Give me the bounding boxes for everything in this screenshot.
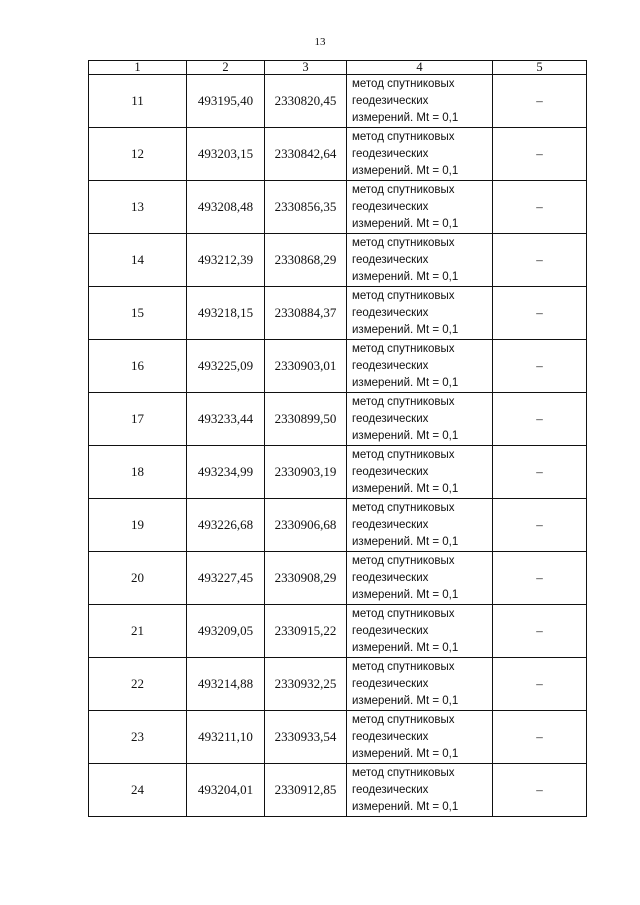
point-number-cell: 19: [89, 499, 187, 552]
y-coordinate-cell: 2330912,85: [265, 764, 347, 817]
method-cell: [347, 499, 493, 552]
method-line: измерений. Mt = 0,1: [352, 111, 459, 124]
method-line: измерений. Mt = 0,1: [352, 535, 459, 548]
method-line: измерений. Mt = 0,1: [352, 217, 459, 230]
method-line: геодезических: [352, 200, 429, 213]
method-line: геодезических: [352, 306, 429, 319]
point-number-cell: 21: [89, 605, 187, 658]
x-coordinate-cell: 493209,05: [187, 605, 265, 658]
table-body: [89, 75, 587, 817]
method-cell: [347, 605, 493, 658]
note-cell: –: [493, 287, 587, 340]
point-number-cell: 23: [89, 711, 187, 764]
method-line: геодезических: [352, 94, 429, 107]
table-row: [89, 711, 587, 764]
table-row: [89, 234, 587, 287]
x-coordinate-cell: 493212,39: [187, 234, 265, 287]
header-col-2: 2: [187, 61, 265, 75]
x-coordinate-cell: 493211,10: [187, 711, 265, 764]
point-number-cell: 13: [89, 181, 187, 234]
method-line: метод спутниковых: [352, 395, 455, 408]
table-row: [89, 340, 587, 393]
y-coordinate-cell: 2330915,22: [265, 605, 347, 658]
y-coordinate-cell: 2330842,64: [265, 128, 347, 181]
x-coordinate-cell: 493226,68: [187, 499, 265, 552]
y-coordinate-cell: 2330903,19: [265, 446, 347, 499]
method-line: метод спутниковых: [352, 607, 455, 620]
y-coordinate-cell: 2330820,45: [265, 75, 347, 128]
note-cell: –: [493, 128, 587, 181]
y-coordinate-cell: 2330868,29: [265, 234, 347, 287]
method-line: измерений. Mt = 0,1: [352, 376, 459, 389]
y-coordinate-cell: 2330933,54: [265, 711, 347, 764]
point-number-cell: 12: [89, 128, 187, 181]
note-cell: –: [493, 75, 587, 128]
method-cell: [347, 234, 493, 287]
method-line: метод спутниковых: [352, 554, 455, 567]
method-cell: [347, 128, 493, 181]
y-coordinate-cell: 2330906,68: [265, 499, 347, 552]
method-line: метод спутниковых: [352, 660, 455, 673]
method-line: геодезических: [352, 624, 429, 637]
x-coordinate-cell: 493234,99: [187, 446, 265, 499]
note-cell: –: [493, 764, 587, 817]
method-line: измерений. Mt = 0,1: [352, 323, 459, 336]
method-line: метод спутниковых: [352, 766, 455, 779]
table-row: [89, 75, 587, 128]
method-line: геодезических: [352, 730, 429, 743]
note-cell: –: [493, 658, 587, 711]
note-cell: –: [493, 711, 587, 764]
method-line: геодезических: [352, 783, 429, 796]
method-line: геодезических: [352, 253, 429, 266]
method-cell: [347, 393, 493, 446]
table-row: [89, 552, 587, 605]
table-row: [89, 605, 587, 658]
point-number-cell: 16: [89, 340, 187, 393]
method-line: метод спутниковых: [352, 713, 455, 726]
method-line: геодезических: [352, 518, 429, 531]
note-cell: –: [493, 393, 587, 446]
method-cell: [347, 75, 493, 128]
page-number: 13: [314, 36, 326, 48]
table-row: [89, 181, 587, 234]
method-cell: [347, 764, 493, 817]
method-line: геодезических: [352, 571, 429, 584]
method-line: метод спутниковых: [352, 289, 455, 302]
method-cell: [347, 181, 493, 234]
note-cell: –: [493, 605, 587, 658]
method-line: метод спутниковых: [352, 342, 455, 355]
x-coordinate-cell: 493195,40: [187, 75, 265, 128]
method-line: геодезических: [352, 677, 429, 690]
method-line: измерений. Mt = 0,1: [352, 270, 459, 283]
table-row: [89, 446, 587, 499]
header-col-5: 5: [493, 61, 587, 75]
method-line: измерений. Mt = 0,1: [352, 641, 459, 654]
note-cell: –: [493, 446, 587, 499]
method-line: геодезических: [352, 465, 429, 478]
method-line: измерений. Mt = 0,1: [352, 429, 459, 442]
method-line: измерений. Mt = 0,1: [352, 694, 459, 707]
method-line: метод спутниковых: [352, 501, 455, 514]
y-coordinate-cell: 2330856,35: [265, 181, 347, 234]
point-number-cell: 15: [89, 287, 187, 340]
y-coordinate-cell: 2330903,01: [265, 340, 347, 393]
note-cell: –: [493, 499, 587, 552]
coordinates-table: [88, 60, 587, 817]
table-row: [89, 287, 587, 340]
method-cell: [347, 552, 493, 605]
header-col-1: 1: [89, 61, 187, 75]
method-line: измерений. Mt = 0,1: [352, 747, 459, 760]
method-line: метод спутниковых: [352, 77, 455, 90]
x-coordinate-cell: 493208,48: [187, 181, 265, 234]
method-cell: [347, 340, 493, 393]
x-coordinate-cell: 493203,15: [187, 128, 265, 181]
method-line: метод спутниковых: [352, 183, 455, 196]
note-cell: –: [493, 234, 587, 287]
method-cell: [347, 711, 493, 764]
method-line: метод спутниковых: [352, 448, 455, 461]
method-line: измерений. Mt = 0,1: [352, 800, 459, 813]
table-row: [89, 393, 587, 446]
y-coordinate-cell: 2330908,29: [265, 552, 347, 605]
y-coordinate-cell: 2330884,37: [265, 287, 347, 340]
point-number-cell: 17: [89, 393, 187, 446]
method-line: метод спутниковых: [352, 236, 455, 249]
point-number-cell: 14: [89, 234, 187, 287]
table-row: [89, 499, 587, 552]
note-cell: –: [493, 552, 587, 605]
table-row: [89, 128, 587, 181]
method-line: геодезических: [352, 412, 429, 425]
method-line: геодезических: [352, 359, 429, 372]
x-coordinate-cell: 493233,44: [187, 393, 265, 446]
x-coordinate-cell: 493218,15: [187, 287, 265, 340]
x-coordinate-cell: 493204,01: [187, 764, 265, 817]
point-number-cell: 18: [89, 446, 187, 499]
note-cell: –: [493, 181, 587, 234]
header-col-4: 4: [347, 61, 493, 75]
point-number-cell: 24: [89, 764, 187, 817]
note-cell: –: [493, 340, 587, 393]
point-number-cell: 11: [89, 75, 187, 128]
method-line: метод спутниковых: [352, 130, 455, 143]
method-line: измерений. Mt = 0,1: [352, 482, 459, 495]
x-coordinate-cell: 493214,88: [187, 658, 265, 711]
table-row: [89, 764, 587, 817]
method-line: измерений. Mt = 0,1: [352, 588, 459, 601]
table-header-row: [89, 61, 587, 75]
y-coordinate-cell: 2330899,50: [265, 393, 347, 446]
x-coordinate-cell: 493227,45: [187, 552, 265, 605]
method-cell: [347, 446, 493, 499]
header-col-3: 3: [265, 61, 347, 75]
method-cell: [347, 287, 493, 340]
method-line: измерений. Mt = 0,1: [352, 164, 459, 177]
point-number-cell: 20: [89, 552, 187, 605]
point-number-cell: 22: [89, 658, 187, 711]
x-coordinate-cell: 493225,09: [187, 340, 265, 393]
method-line: геодезических: [352, 147, 429, 160]
table-row: [89, 658, 587, 711]
y-coordinate-cell: 2330932,25: [265, 658, 347, 711]
method-cell: [347, 658, 493, 711]
